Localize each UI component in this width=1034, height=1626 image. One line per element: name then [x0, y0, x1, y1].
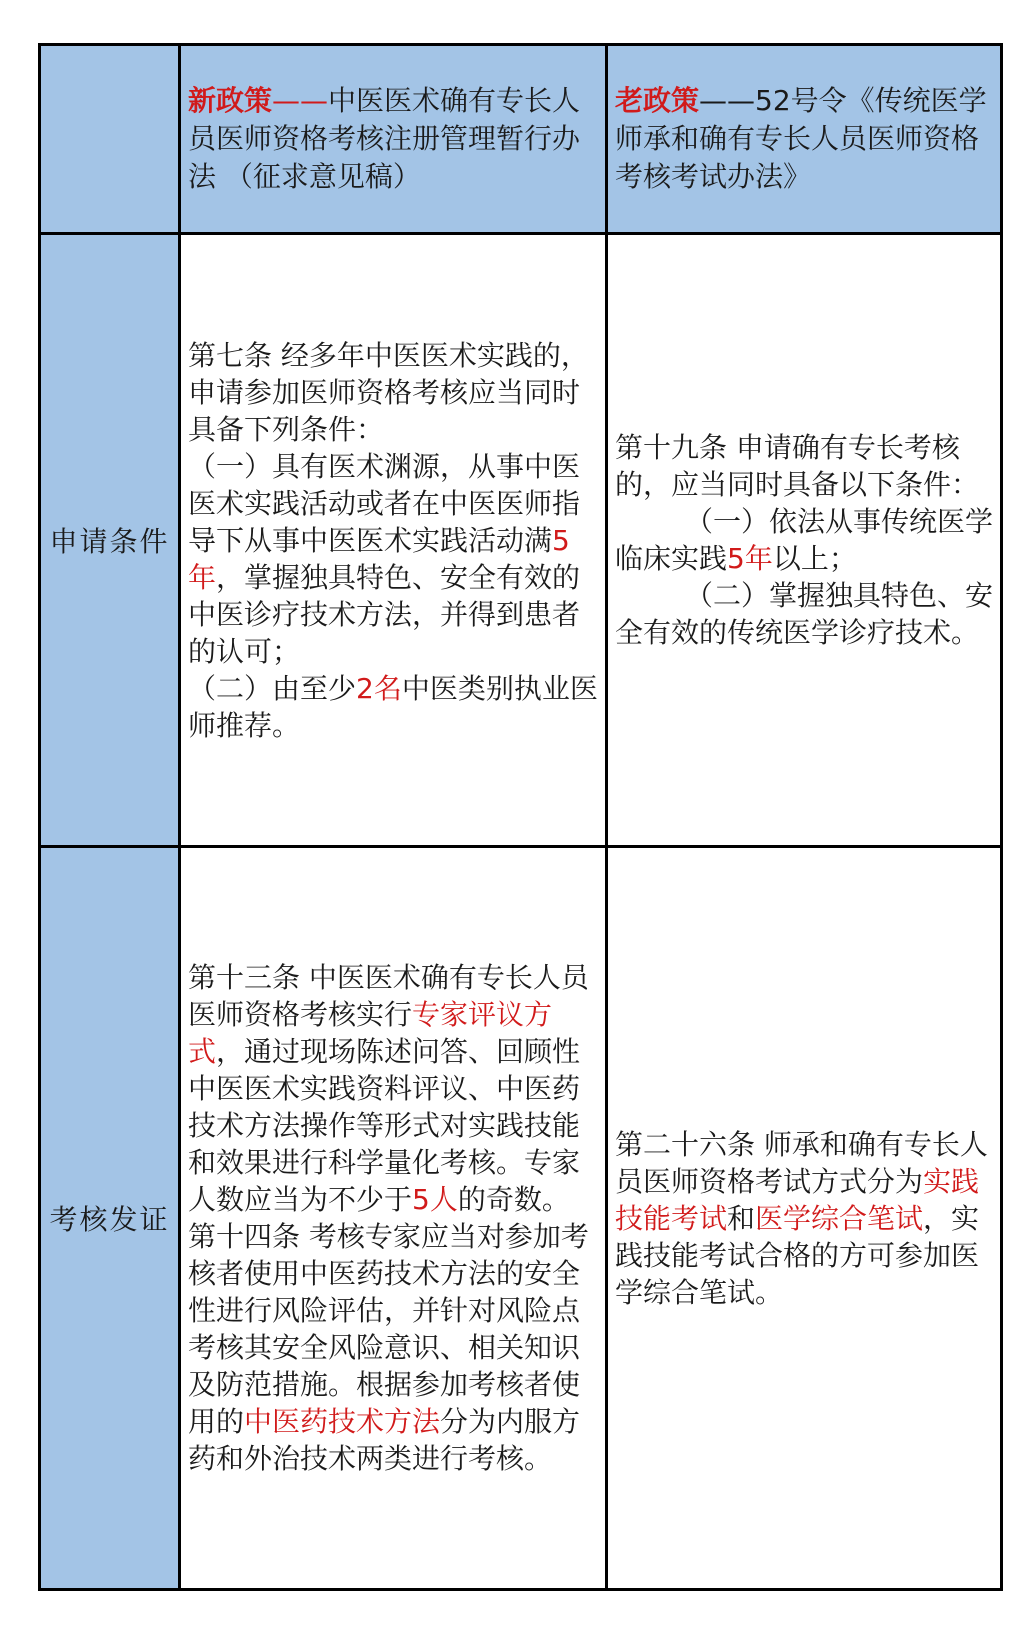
old-policy-header [607, 45, 1002, 234]
header-row [40, 45, 1002, 234]
new-policy-header [180, 45, 607, 234]
conditions-row [40, 234, 1002, 847]
new-policy-tag: 新政策 [188, 84, 273, 117]
exam-label: 考核发证 [40, 847, 180, 1590]
new-condition-2: （二）由至少2名中医类别执业医师推荐。 [188, 671, 598, 742]
highlight-written-exam: 医学综合笔试 [755, 1201, 924, 1235]
new-condition-1: （一）具有医术渊源，从事中医医术实践活动或者在中医医师指导下从事中医医术实践活动满5年，掌握独具特色、安全有效的中医诊疗技术方法，并得到患者的认可； [188, 449, 581, 668]
old-condition-1: （一）依法从事传统医学临床实践5年以上； [615, 505, 994, 575]
old-policy-dash: —— [699, 84, 756, 117]
old-policy-title: 52号令《传统医学师承和确有专长人员医师资格考核考试办法》 [615, 84, 987, 193]
highlight-5-years: 5年 [188, 523, 570, 594]
conditions-label: 申请条件 [40, 234, 180, 847]
old-policy-tag: 老政策 [615, 84, 700, 117]
highlight-expert-review: 专家评议方式 [188, 998, 553, 1068]
highlight-5-experts: 5人 [412, 1183, 458, 1216]
highlight-tcm-methods: 中医药技术方法 [244, 1405, 441, 1438]
highlight-practical-exam: 实践技能考试 [615, 1164, 980, 1235]
exam-row [40, 847, 1002, 1590]
old-conditions-cell [607, 234, 1002, 847]
old-article-26: 第二十六条 师承和确有专长人员医师资格考试方式分为实践技能考试和医学综合笔试，实践技能考试合格的方可参加医学综合笔试。 [615, 1127, 988, 1309]
header-corner-cell [40, 45, 180, 234]
new-exam-cell [180, 847, 607, 1590]
new-article-13: 第十三条 中医医术确有专长人员医师资格考核实行专家评议方式，通过现场陈述问答、回顾性中医医术实践资料评议、中医药技术方法操作等形式对实践技能和效果进行科学量化考核。专家人数应当为不少于5人的奇数。 [188, 961, 589, 1216]
highlight-2-persons: 2名 [356, 671, 402, 705]
old-exam-cell [607, 847, 1002, 1590]
old-condition-2: （二）掌握独具特色、安全有效的传统医学诊疗技术。 [615, 579, 994, 649]
new-policy-dash: —— [272, 84, 329, 117]
old-article-19: 第十九条 申请确有专长考核的，应当同时具备以下条件： [615, 431, 980, 501]
new-article-14: 第十四条 考核专家应当对参加考核者使用中医药技术方法的安全性进行风险评估，并针对风险点考核其安全风险意识、相关知识及防范措施。根据参加考核者使用的中医药技术方法分为内服方药和外治技术两类进行考核。 [188, 1220, 589, 1475]
highlight-old-5-years: 5年 [727, 542, 773, 575]
new-article-7: 第七条 经多年中医医术实践的，申请参加医师资格考核应当同时具备下列条件： [188, 338, 589, 446]
new-policy-title: 中医医术确有专长人员医师资格考核注册管理暂行办法 （征求意见稿） [188, 84, 581, 193]
policy-comparison-table [38, 43, 1003, 1591]
new-conditions-cell [180, 234, 607, 847]
